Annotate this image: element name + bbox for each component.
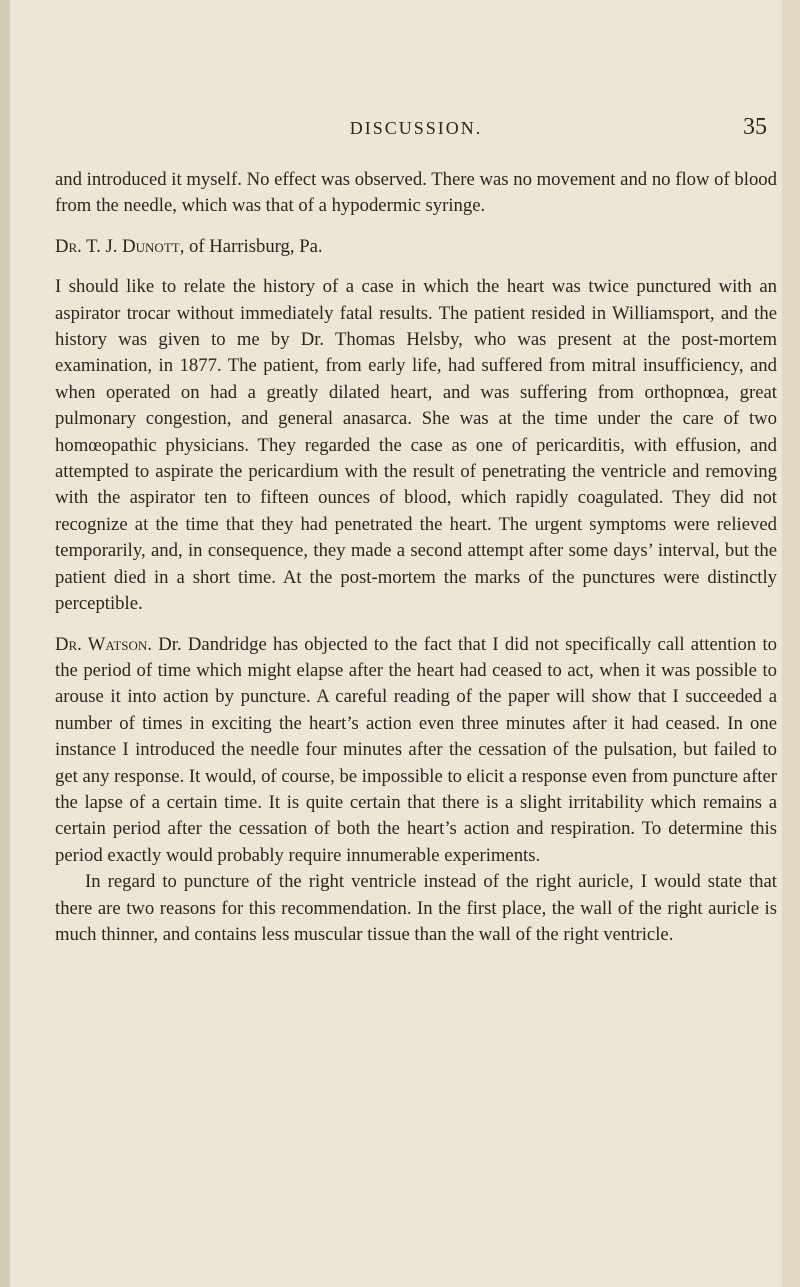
body-text <box>55 167 777 948</box>
running-title: DISCUSSION. <box>349 118 483 138</box>
speaker-dunott: Dr. T. J. Dunott <box>55 235 180 257</box>
page-number: 35 <box>743 114 767 140</box>
paragraph-1: and introduced it myself. No effect was observed. There was no movement and no flow of blood from the needle, which was that of a hypodermic syringe. <box>55 169 777 217</box>
speaker-dunott-location: , of Harrisburg, Pa. <box>179 235 323 257</box>
paragraph-3: I should like to relate the history of a case in which the heart was twice punctured with an aspirator trocar without immediately fatal results. The patient resided in Williamsport, and the history was given to me by Dr. Thomas Helsby, who was present at the post-mortem examination, in 1877. The patient, from early life, had suffered from mitral insufficiency, and when operated on had a greatly dilated heart, and was suffering from orthopnœa, great pulmonary congestion, and general anasarca. She was at the time under the care of two homœopathic physicians. They regarded the case as one of pericarditis, with effusion, and attempted to aspirate the pericardium with the result of penetrating the ventricle and removing with the aspirator ten to fifteen ounces of blood, which rapidly coagulated. They did not recognize at the time that they had penetrated the heart. The urgent symptoms were relieved temporarily, and, in consequence, they made a second attempt after some days’ interval, but the patient died in a short time. At the post-mortem the marks of the punctures were distinctly perceptible. <box>55 276 777 615</box>
running-head <box>55 114 777 146</box>
paragraph-2 <box>55 234 777 260</box>
paragraph-5: In regard to puncture of the right ventricle instead of the right auricle, I would state that there are two reasons for this recommendation. In the first place, the wall of the right auricle is much thinner, and contains less muscular tissue than the wall of the right ventricle. <box>55 871 777 945</box>
speaker-watson: Dr. Watson. <box>55 633 152 655</box>
page-left-edge <box>0 0 10 1287</box>
page-right-edge <box>782 0 800 1287</box>
paragraph-4 <box>55 632 777 870</box>
paragraph-4-text: Dr. Dandridge has objected to the fact that I did not specifically call attention to the period of time which might elapse after the heart had ceased to act, when it was possible to arouse it into action by puncture. A careful reading of the paper will show that I succeeded a number of times in exciting the heart’s action even three minutes after it had ceased. In one instance I introduced the needle four minutes after the cessation of the pulsation, but failed to get any response. It would, of course, be impossible to elicit a response even from puncture after the lapse of a certain time. It is quite certain that there is a slight irritability which remains a certain period after the cessation of both the heart’s action and respiration. To determine this period exactly would probably require innumerable experiments. <box>55 633 777 866</box>
